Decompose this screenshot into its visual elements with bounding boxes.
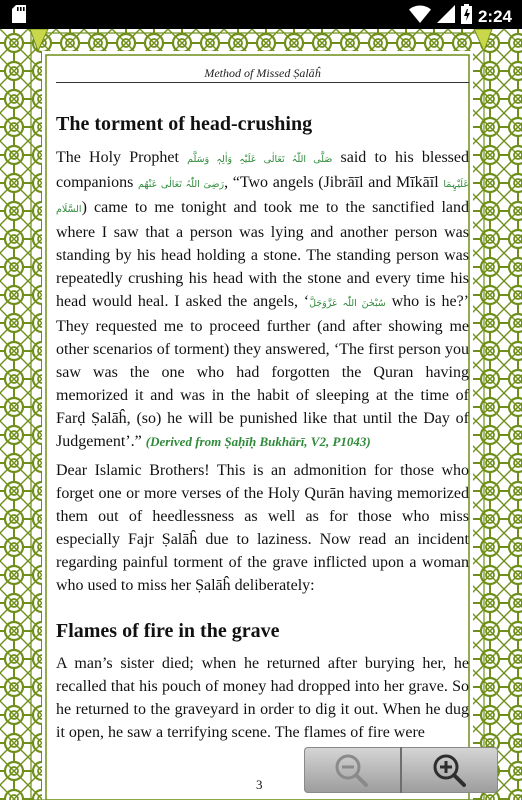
text-run: The Holy Prophet bbox=[56, 149, 188, 166]
paragraph-head-crushing bbox=[56, 146, 469, 453]
zoom-out-icon bbox=[332, 752, 372, 788]
arabic-salutation: رَضِیَ اللّٰہُ تَعَالٰی عَنْھُم bbox=[138, 179, 225, 190]
arabic-salutation: عَلَیْہِمَا السَّلَام bbox=[56, 179, 469, 215]
text-run: , “Two angels (Jibrāīl and Mīkāīl bbox=[224, 174, 444, 191]
zoom-controls bbox=[304, 747, 498, 793]
battery-icon bbox=[461, 4, 472, 29]
zoom-out-button[interactable] bbox=[304, 747, 400, 793]
paragraph-admonition: Dear Islamic Brothers! This is an admonition for those who forget one or more verses of the Holy Qurān having memorized them out of heedlessness as well as for those who miss especially Fajr Ṣalāĥ due to laziness. Now read an incident regarding painful torment of the grave inflicted upon a woman who used to miss her Ṣalāĥ deliberately: bbox=[56, 462, 469, 594]
sd-card-icon bbox=[12, 5, 26, 28]
section-heading: Flames of fire in the grave bbox=[56, 620, 280, 642]
zoom-in-button[interactable] bbox=[402, 747, 498, 793]
wifi-icon bbox=[409, 5, 431, 28]
section-heading: The torment of head-crushing bbox=[56, 113, 313, 135]
arabic-salutation: صَلَّی اللّٰہُ تَعَالٰی عَلَیْہِ وَاٰلِہٖ وَسَلَّم bbox=[187, 154, 333, 165]
running-head: Method of Missed Ṣalāĥ bbox=[204, 66, 321, 80]
text-run: who is he?’ They requested me to proceed further (and after showing me other scenarios of torment) they answered, ‘The first person you saw was the one who had forgotten the Quran having memorized it and was in the habit of sleeping at the time of Farḍ Ṣalāĥ, (so) he will be punished like that until the Day of Judgement’.” bbox=[56, 293, 469, 450]
arabic-salutation: سُبْحٰنَ اللّٰہ عَزَّوَجَلَّ bbox=[309, 298, 386, 309]
clock: 2:24 bbox=[477, 6, 512, 26]
zoom-in-icon bbox=[430, 752, 470, 788]
paragraph-flames: A man’s sister died; when he returned after burying her, he recalled that his pouch of money had dropped into her grave. So he returned to the graveyard in order to dig it out. When he dug it open, he saw a terrifying scene. The flames of fire were bbox=[56, 655, 469, 741]
signal-icon bbox=[437, 5, 455, 28]
hadith-reference: (Derived from Ṣaḥīḥ Bukhārī, V2, P1043) bbox=[145, 434, 371, 449]
text-run: said to his blessed companions bbox=[56, 149, 469, 191]
header-divider bbox=[56, 82, 469, 83]
book-page[interactable] bbox=[0, 29, 522, 800]
page-number: 3 bbox=[256, 777, 263, 792]
status-bar bbox=[0, 0, 522, 29]
text-run: ) came to me tonight and took me to the sanctified land where I saw that a person was lying and another person was standing by his head holding a stone. The standing person was repeatedly crushing his head with the stone and every time his head would heal. I asked the angels, ‘ bbox=[56, 199, 469, 310]
